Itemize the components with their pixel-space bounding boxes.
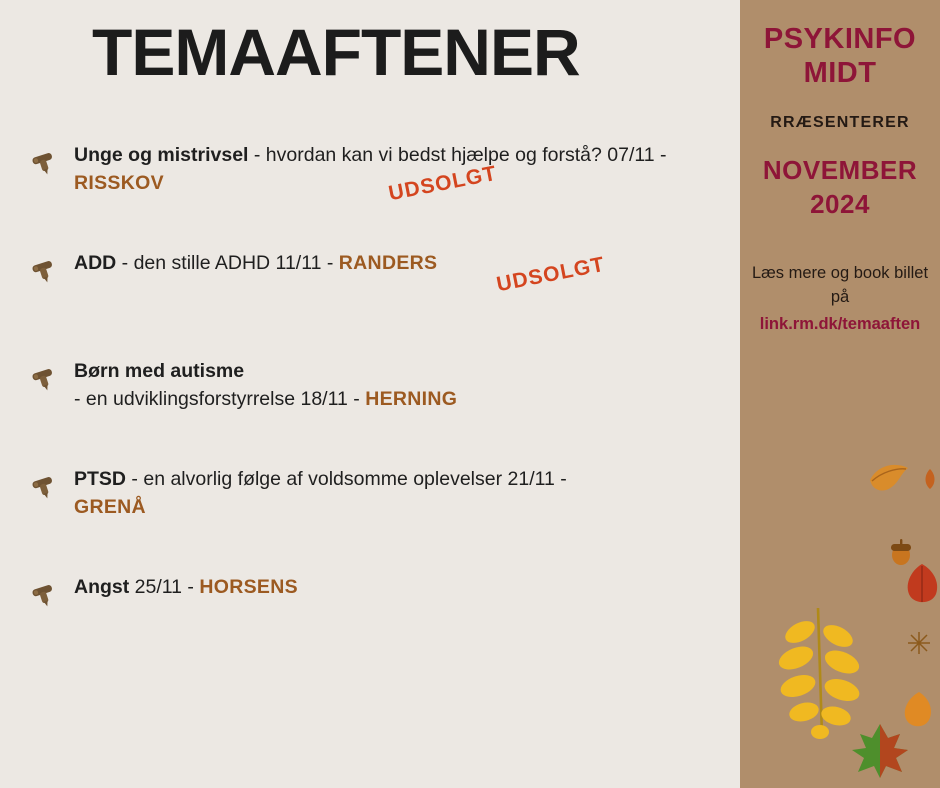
year-label: 2024 (810, 189, 870, 220)
event-description: - en udviklingsforstyrrelse 18/11 - (74, 387, 366, 410)
event-description: - hvordan kan vi bedst hjælpe og forstå? 07/11 - (248, 144, 667, 166)
list-item[interactable] (28, 358, 728, 414)
event-title: Angst (74, 576, 130, 598)
list-item[interactable] (28, 250, 728, 306)
leaf-icon (902, 562, 940, 611)
list-item[interactable] (28, 142, 728, 206)
event-city: HERNING (365, 387, 458, 410)
pushpin-icon (28, 362, 58, 392)
event-city: RANDERS (338, 252, 438, 274)
event-city: RISSKOV (74, 171, 164, 194)
booking-info (740, 262, 940, 337)
pushpin-icon (28, 254, 58, 284)
event-title: PTSD (74, 468, 127, 490)
maple-leaf-icon (848, 720, 912, 787)
pushpin-icon (28, 146, 58, 176)
event-title: Unge og mistrivsel (74, 144, 249, 166)
event-description: - en alvorlig følge af voldsomme oplevelser 21/11 - (126, 468, 567, 490)
status-badge: UDSOLGT (494, 252, 607, 297)
leaf-icon (866, 460, 912, 499)
brand-logo (740, 22, 940, 90)
event-description: - den stille ADHD 11/11 - (116, 252, 339, 274)
booking-text: Læs mere og book billet på (751, 264, 929, 306)
event-list (28, 142, 728, 668)
seed-icon (906, 630, 932, 661)
date-block (740, 154, 940, 222)
event-text (74, 358, 728, 413)
presents-label: RRÆSENTERER (770, 114, 910, 132)
pushpin-icon (28, 578, 58, 608)
status-badge: UDSOLGT (386, 161, 499, 206)
event-text (74, 574, 728, 602)
brand-line-1: PSYKINFO (763, 23, 917, 55)
booking-link[interactable]: link.rm.dk/temaaften (759, 314, 921, 333)
event-title: ADD (74, 252, 117, 274)
pushpin-icon (28, 470, 58, 500)
leaf-icon (922, 468, 938, 495)
event-city: HORSENS (199, 576, 298, 598)
poster-sidebar (740, 0, 940, 788)
month-label: NOVEMBER (762, 155, 918, 186)
page-title: TEMAAFTENER (92, 15, 580, 89)
event-text (74, 250, 728, 278)
list-item[interactable] (28, 466, 728, 522)
event-description: 25/11 - (129, 576, 200, 598)
brand-line-2: MIDT (803, 57, 877, 90)
list-item[interactable] (28, 574, 728, 630)
event-text (74, 466, 728, 521)
event-city: GRENÅ (74, 495, 146, 518)
event-title: Børn med autisme (74, 360, 245, 382)
